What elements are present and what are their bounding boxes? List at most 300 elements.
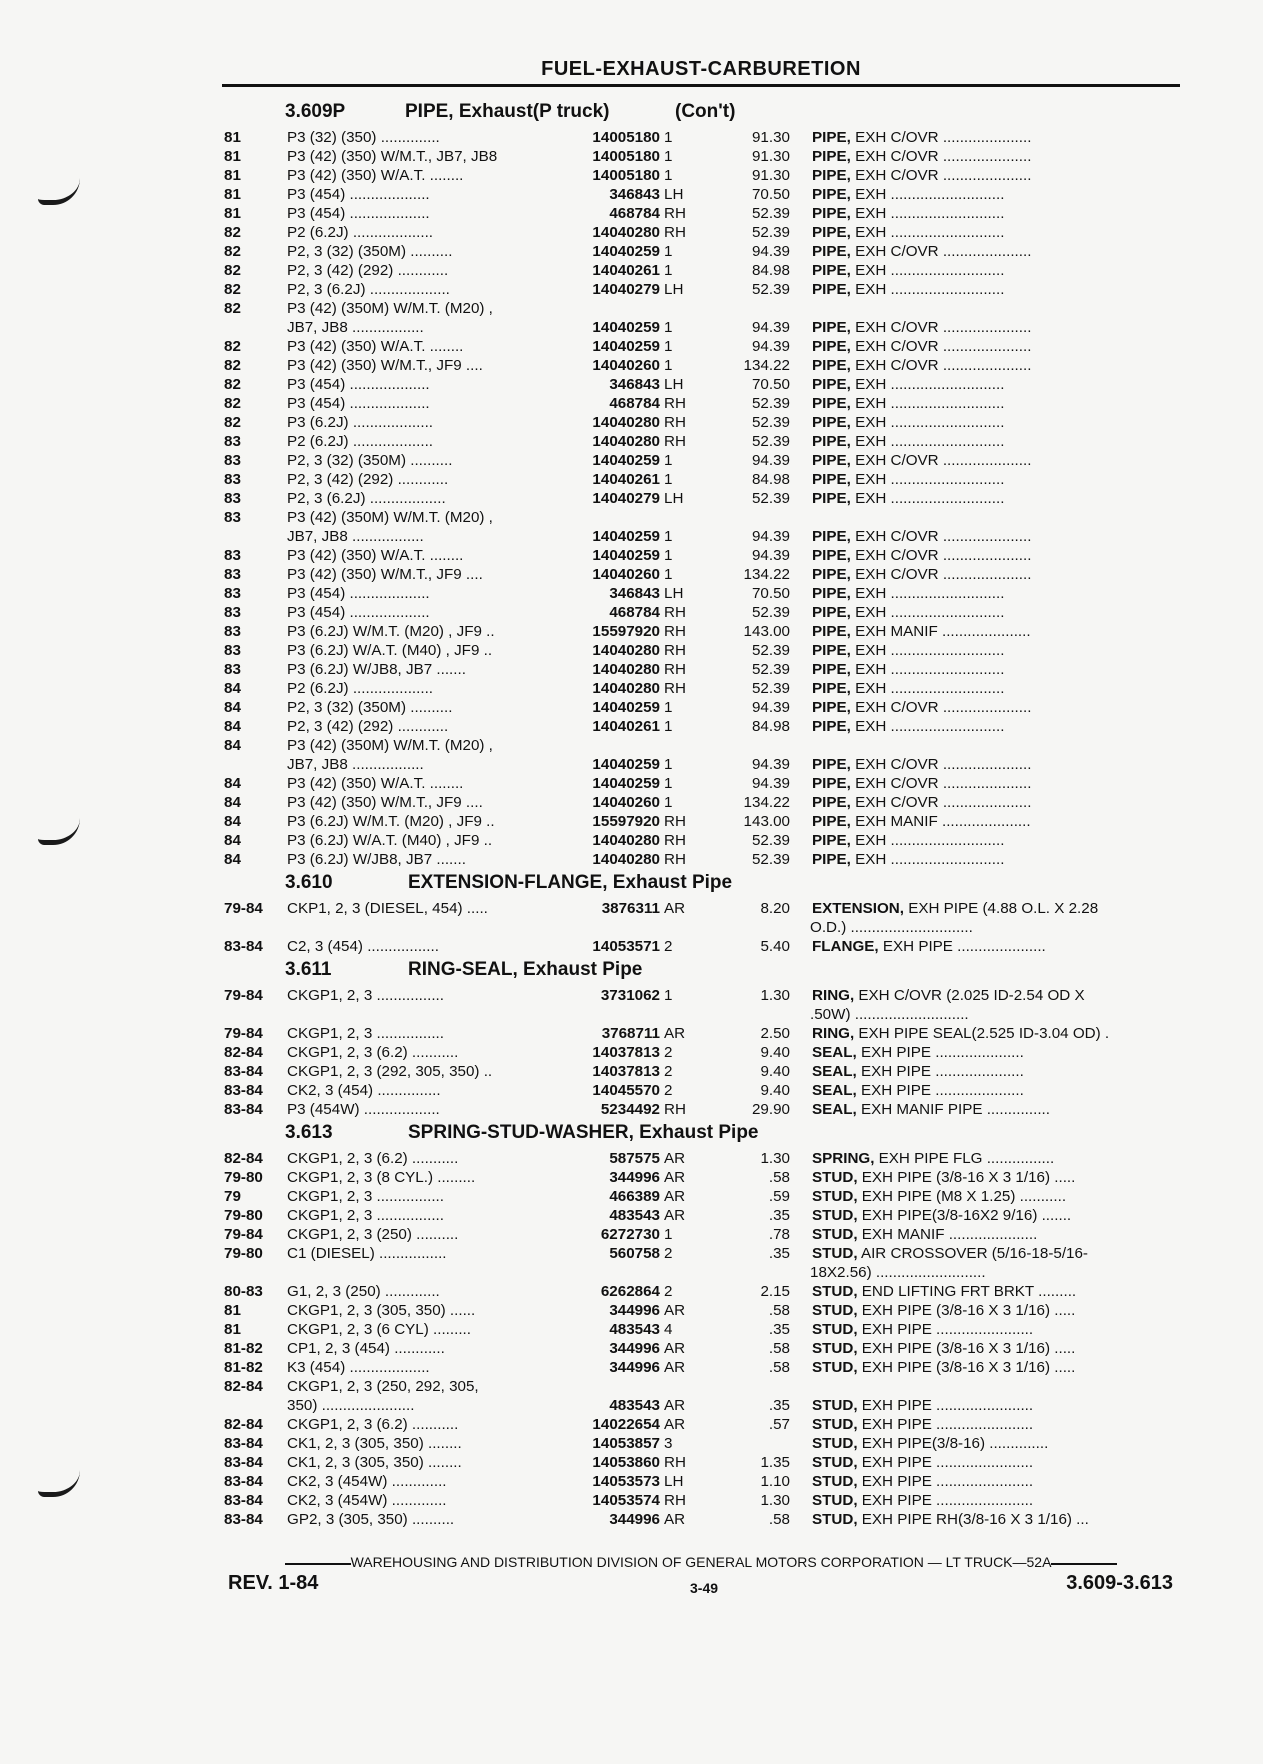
row-description-keyword: STUD, [812,1245,858,1262]
row-description-text: EXH ........................... [850,224,1005,241]
section-heading [0,1119,1263,1149]
row-quantity: 1 [664,167,673,184]
row-part-number: 468784 [609,395,660,412]
row-model: P3 (6.2J) W/A.T. (M40) , JF9 .. [287,642,493,659]
row-model: P3 (454) ................... [287,186,430,203]
row-part-number: 3768711 [601,1025,660,1042]
row-model: P3 (42) (350) W/M.T., JF9 .... [287,794,483,811]
row-quantity: 1 [664,699,673,716]
row-price: 9.40 [760,1044,790,1061]
row-description-text: EXH PIPE (3/8-16 X 3 1/16) ..... [857,1359,1076,1376]
row-part-number: 14040261 [592,471,660,488]
row-model: JB7, JB8 ................. [287,528,424,545]
row-model: CKGP1, 2, 3 (292, 305, 350) .. [287,1063,493,1080]
row-description-keyword: STUD, [812,1188,858,1205]
row-description [812,1244,1180,1263]
row-part-number: 346843 [609,585,660,602]
row-model: CK2, 3 (454W) ............. [287,1473,447,1490]
row-part-number: 14040280 [592,224,660,241]
row-year: 81-82 [224,1340,263,1357]
row-part-number: 14037813 [592,1044,660,1061]
table-row [0,1358,1263,1377]
row-model: P2, 3 (32) (350M) .......... [287,699,453,716]
row-description [812,432,1180,451]
row-description-keyword: STUD, [812,1321,858,1338]
row-model: P2 (6.2J) ................... [287,433,434,450]
row-year: 79-80 [224,1245,263,1262]
row-year: 80-83 [224,1283,263,1300]
row-model: P3 (42) (350M) W/M.T. (M20) , [287,300,493,317]
row-description-keyword: STUD, [812,1169,858,1186]
row-description [812,1358,1180,1377]
row-description-text: EXH C/OVR ..................... [850,775,1032,792]
table-row [0,261,1263,280]
row-description-text: EXH ........................... [850,281,1005,298]
row-model: P3 (6.2J) ................... [287,414,434,431]
row-description [812,166,1180,185]
row-year: 84 [224,718,241,735]
row-description [812,1100,1180,1119]
row-description-keyword: PIPE, [812,604,851,621]
row-description-text: EXH ........................... [850,604,1005,621]
row-price: 94.39 [751,756,790,773]
row-quantity: AR [664,1207,686,1224]
row-quantity: LH [664,490,684,507]
row-description-keyword: PIPE, [812,414,851,431]
row-price: 2.50 [760,1025,790,1042]
row-quantity: RH [664,433,686,450]
row-model: P2, 3 (6.2J) ................... [287,281,450,298]
row-description [812,1149,1180,1168]
row-quantity: 2 [664,1044,673,1061]
row-description-keyword: PIPE, [812,262,851,279]
row-year: 83-84 [224,1511,263,1528]
row-description [812,679,1180,698]
row-description-keyword: PIPE, [812,680,851,697]
row-description-text: END LIFTING FRT BRKT ......... [857,1283,1077,1300]
row-description-text: AIR CROSSOVER (5/16-18-5/16- [857,1245,1088,1262]
row-quantity: 1 [664,148,673,165]
row-model: CKGP1, 2, 3 (6.2) ........... [287,1044,459,1061]
row-price: 2.15 [760,1283,790,1300]
row-model: P2, 3 (6.2J) .................. [287,490,446,507]
row-description-text: EXH PIPE (M8 X 1.25) ........... [857,1188,1067,1205]
row-description [812,603,1180,622]
row-quantity: 1 [664,129,673,146]
row-description-keyword: PIPE, [812,281,851,298]
row-model: CKGP1, 2, 3 (8 CYL.) ......... [287,1169,476,1186]
row-description-text: EXH ........................... [850,832,1005,849]
row-description-text: EXH PIPE SEAL(2.525 ID-3.04 OD) . [854,1025,1110,1042]
row-part-number: 483543 [609,1207,660,1224]
row-description-keyword: PIPE, [812,813,851,830]
row-year: 83 [224,509,241,526]
row-year: 83 [224,642,241,659]
row-description [812,831,1180,850]
row-part-number: 14040259 [592,699,660,716]
row-description-keyword: PIPE, [812,642,851,659]
row-price: 84.98 [751,262,790,279]
row-description-keyword: PIPE, [812,756,851,773]
row-model: G1, 2, 3 (250) ............. [287,1283,440,1300]
row-description-keyword: PIPE, [812,167,851,184]
row-description-text: EXH PIPE ..................... [856,1063,1024,1080]
row-part-number: 468784 [609,205,660,222]
table-row [0,337,1263,356]
row-description-keyword: PIPE, [812,433,851,450]
row-description [812,147,1180,166]
row-year: 84 [224,794,241,811]
row-part-number: 14040280 [592,414,660,431]
row-description-keyword: PIPE, [812,623,851,640]
row-description-text: EXH C/OVR ..................... [850,528,1032,545]
row-year: 81-82 [224,1359,263,1376]
table-row [0,280,1263,299]
row-model: P3 (42) (350) W/M.T., JF9 .... [287,566,483,583]
row-price: 94.39 [751,528,790,545]
footer-division-text: WAREHOUSING AND DISTRIBUTION DIVISION OF GENERAL MOTORS CORPORATION — LT TRUCK—52A [350,1554,1052,1570]
row-quantity: 3 [664,1435,673,1452]
row-description-keyword: PIPE, [812,490,851,507]
row-description [812,337,1180,356]
row-description [812,660,1180,679]
header-rule [222,84,1180,87]
row-description-text: EXH PIPE FLG ................ [874,1150,1055,1167]
row-description-keyword: SEAL, [812,1063,857,1080]
row-quantity: AR [664,1169,686,1186]
row-description-keyword: FLANGE, [812,938,879,955]
table-row [0,1339,1263,1358]
row-price: 84.98 [751,718,790,735]
row-description-text: EXH C/OVR ..................... [850,566,1032,583]
row-model: P2 (6.2J) ................... [287,680,434,697]
row-description [812,937,1180,956]
row-part-number: 14005180 [592,129,660,146]
table-row [0,812,1263,831]
row-description-keyword: SEAL, [812,1044,857,1061]
row-price: 52.39 [751,642,790,659]
row-description [812,128,1180,147]
row-quantity: 1 [664,987,673,1004]
row-description [812,1024,1180,1043]
row-description [812,1453,1180,1472]
row-model: P3 (42) (350) W/M.T., JF9 .... [287,357,483,374]
row-description-keyword: PIPE, [812,775,851,792]
row-description [812,774,1180,793]
row-price: 52.39 [751,224,790,241]
row-description-keyword: STUD, [812,1511,858,1528]
row-year: 83 [224,433,241,450]
row-part-number: 14040260 [592,566,660,583]
row-model: GP2, 3 (305, 350) .......... [287,1511,455,1528]
row-model: CKGP1, 2, 3 (6.2) ........... [287,1150,459,1167]
row-part-number: 14053857 [592,1435,660,1452]
row-model: P3 (6.2J) W/JB8, JB7 ....... [287,851,466,868]
table-row [0,1377,1263,1396]
row-price: 94.39 [751,775,790,792]
row-part-number: 14040260 [592,357,660,374]
table-row [0,451,1263,470]
row-quantity: LH [664,281,684,298]
row-description [812,527,1180,546]
parts-listing [0,98,1263,1529]
row-quantity: RH [664,1454,686,1471]
row-year: 83 [224,623,241,640]
row-description [812,1415,1180,1434]
row-description-keyword: PIPE, [812,547,851,564]
row-price: .58 [768,1359,790,1376]
row-model: P3 (42) (350) W/A.T. ........ [287,775,464,792]
row-price: 52.39 [751,604,790,621]
row-price: 52.39 [751,205,790,222]
row-model: P3 (42) (350M) W/M.T. (M20) , [287,509,493,526]
footer-rule-right [1051,1563,1117,1565]
footer-section-range: 3.609-3.613 [1066,1572,1173,1594]
row-quantity: 2 [664,1283,673,1300]
row-description-keyword: STUD, [812,1416,858,1433]
row-description-keyword: PIPE, [812,661,851,678]
table-row [0,1081,1263,1100]
row-description-continued: O.D.) ............................. [810,919,973,936]
table-row [0,1453,1263,1472]
row-year: 83 [224,490,241,507]
row-part-number: 3876311 [601,900,660,917]
row-year: 81 [224,205,241,222]
row-price: 143.00 [743,623,790,640]
row-description [812,1187,1180,1206]
row-price: 9.40 [760,1082,790,1099]
row-price: 9.40 [760,1063,790,1080]
row-year: 82 [224,262,241,279]
table-row [0,147,1263,166]
row-description-text: EXH C/OVR ..................... [850,129,1032,146]
row-description-keyword: PIPE, [812,243,851,260]
row-quantity: RH [664,680,686,697]
row-model: CKGP1, 2, 3 (6.2) ........... [287,1416,459,1433]
row-year: 82 [224,376,241,393]
table-row [0,128,1263,147]
row-price: 52.39 [751,414,790,431]
row-description-keyword: PIPE, [812,452,851,469]
row-model: K3 (454) ................... [287,1359,430,1376]
row-year: 82 [224,414,241,431]
row-quantity: RH [664,1101,686,1118]
row-part-number: 14040280 [592,642,660,659]
row-description-keyword: PIPE, [812,148,851,165]
row-model: CKGP1, 2, 3 (6 CYL) ......... [287,1321,472,1338]
row-description-text: EXH PIPE(3/8-16) .............. [857,1435,1049,1452]
row-price: .35 [768,1321,790,1338]
footer-page-number: 3-49 [690,1580,719,1596]
row-description [812,698,1180,717]
row-price: 52.39 [751,281,790,298]
row-year: 83-84 [224,938,263,955]
row-part-number: 14053573 [592,1473,660,1490]
table-row [0,1149,1263,1168]
row-part-number: 14040260 [592,794,660,811]
table-row [0,1472,1263,1491]
row-quantity: RH [664,414,686,431]
row-price: 5.40 [760,938,790,955]
row-description [812,1225,1180,1244]
table-row [0,318,1263,337]
row-description [812,1301,1180,1320]
row-description-text: EXH PIPE ....................... [857,1492,1034,1509]
row-price: 1.30 [760,987,790,1004]
row-description-text: EXH PIPE ....................... [857,1321,1034,1338]
table-row [0,508,1263,527]
row-description [812,1339,1180,1358]
row-description [812,986,1180,1005]
table-row [0,185,1263,204]
row-description-keyword: STUD, [812,1397,858,1414]
row-year: 82-84 [224,1416,263,1433]
row-price: 70.50 [751,585,790,602]
row-description-keyword: PIPE, [812,129,851,146]
row-description [812,717,1180,736]
section-heading [0,98,1263,128]
row-quantity: 1 [664,319,673,336]
row-description [812,242,1180,261]
row-description-text: EXH ........................... [850,471,1005,488]
row-part-number: 14040280 [592,661,660,678]
row-description-text: EXH C/OVR ..................... [850,319,1032,336]
section-title: RING-SEAL, Exhaust Pipe [408,959,643,980]
row-quantity: 2 [664,1245,673,1262]
row-year: 83-84 [224,1101,263,1118]
row-description [812,850,1180,869]
row-quantity: AR [664,1150,686,1167]
row-part-number: 344996 [609,1511,660,1528]
table-row [0,1434,1263,1453]
table-row [0,793,1263,812]
row-quantity: 1 [664,357,673,374]
row-description [812,470,1180,489]
row-description-text: EXH ........................... [850,376,1005,393]
row-description-text: EXH ........................... [850,433,1005,450]
row-description [812,1081,1180,1100]
row-price: 91.30 [751,167,790,184]
row-quantity: RH [664,205,686,222]
row-year: 84 [224,699,241,716]
row-quantity: AR [664,1188,686,1205]
section-title: PIPE, Exhaust(P truck) [405,101,610,122]
footer-revision: REV. 1-84 [228,1572,319,1594]
page-title: FUEL-EXHAUST-CARBURETION [541,58,861,80]
row-description [812,489,1180,508]
row-part-number: 14053571 [592,938,660,955]
row-year: 83-84 [224,1435,263,1452]
row-quantity: 1 [664,243,673,260]
table-row [0,774,1263,793]
row-quantity: RH [664,1492,686,1509]
row-model: P3 (454) ................... [287,395,430,412]
row-description [812,318,1180,337]
row-quantity: 1 [664,547,673,564]
row-part-number: 14040280 [592,433,660,450]
row-description-text: EXH PIPE ....................... [857,1397,1034,1414]
row-description-text: EXH C/OVR ..................... [850,699,1032,716]
row-year: 83-84 [224,1063,263,1080]
row-description [812,261,1180,280]
table-row [0,1062,1263,1081]
row-quantity: 1 [664,452,673,469]
row-description-text: EXH PIPE ....................... [857,1473,1034,1490]
row-quantity: LH [664,376,684,393]
table-row [0,1187,1263,1206]
row-price: .35 [768,1207,790,1224]
row-part-number: 346843 [609,186,660,203]
row-price: 52.39 [751,680,790,697]
row-description-keyword: STUD, [812,1435,858,1452]
row-year: 82 [224,243,241,260]
row-year: 82 [224,300,241,317]
row-price: 134.22 [743,357,790,374]
row-description-text: EXH C/OVR ..................... [850,794,1032,811]
row-year: 79-80 [224,1169,263,1186]
row-description-keyword: PIPE, [812,528,851,545]
row-quantity: RH [664,623,686,640]
row-quantity: 1 [664,756,673,773]
row-part-number: 344996 [609,1340,660,1357]
row-description-text: EXH C/OVR ..................... [850,452,1032,469]
row-model: P2, 3 (42) (292) ............ [287,262,449,279]
row-year: 79-80 [224,1207,263,1224]
row-description [812,394,1180,413]
row-description-keyword: PIPE, [812,585,851,602]
table-row [0,603,1263,622]
row-part-number: 587575 [609,1150,660,1167]
table-row [0,546,1263,565]
row-description-text: EXH C/OVR ..................... [850,167,1032,184]
row-model: P2, 3 (42) (292) ............ [287,471,449,488]
row-year: 81 [224,186,241,203]
row-price: 91.30 [751,148,790,165]
row-quantity: RH [664,642,686,659]
row-description [812,1434,1180,1453]
table-row [0,986,1263,1005]
row-price: .58 [768,1340,790,1357]
table-row [0,1225,1263,1244]
row-model: CK1, 2, 3 (305, 350) ........ [287,1435,462,1452]
row-description-text: EXH PIPE (3/8-16 X 3 1/16) ..... [857,1340,1076,1357]
row-description-keyword: PIPE, [812,471,851,488]
row-model: P3 (42) (350) W/A.T. ........ [287,167,464,184]
section-note: (Con't) [675,101,736,122]
table-row [0,622,1263,641]
row-description-text: EXH ........................... [850,680,1005,697]
row-model: CKGP1, 2, 3 (250) .......... [287,1226,459,1243]
row-price: 1.10 [760,1473,790,1490]
row-price: .35 [768,1245,790,1262]
table-row [0,641,1263,660]
table-row [0,1396,1263,1415]
section-title: EXTENSION-FLANGE, Exhaust Pipe [408,872,733,893]
row-description [812,565,1180,584]
row-model: CK1, 2, 3 (305, 350) ........ [287,1454,462,1471]
row-quantity: RH [664,395,686,412]
row-description-continued: .50W) ........................... [810,1006,969,1023]
row-description-text: EXH ........................... [850,205,1005,222]
row-description [812,1396,1180,1415]
row-model: 350) ...................... [287,1397,415,1414]
table-row [0,1263,1263,1282]
table-row [0,1320,1263,1339]
row-model: P3 (454) ................... [287,205,430,222]
row-description-text: EXH ........................... [850,718,1005,735]
row-quantity: RH [664,851,686,868]
row-part-number: 5234492 [600,1101,660,1118]
